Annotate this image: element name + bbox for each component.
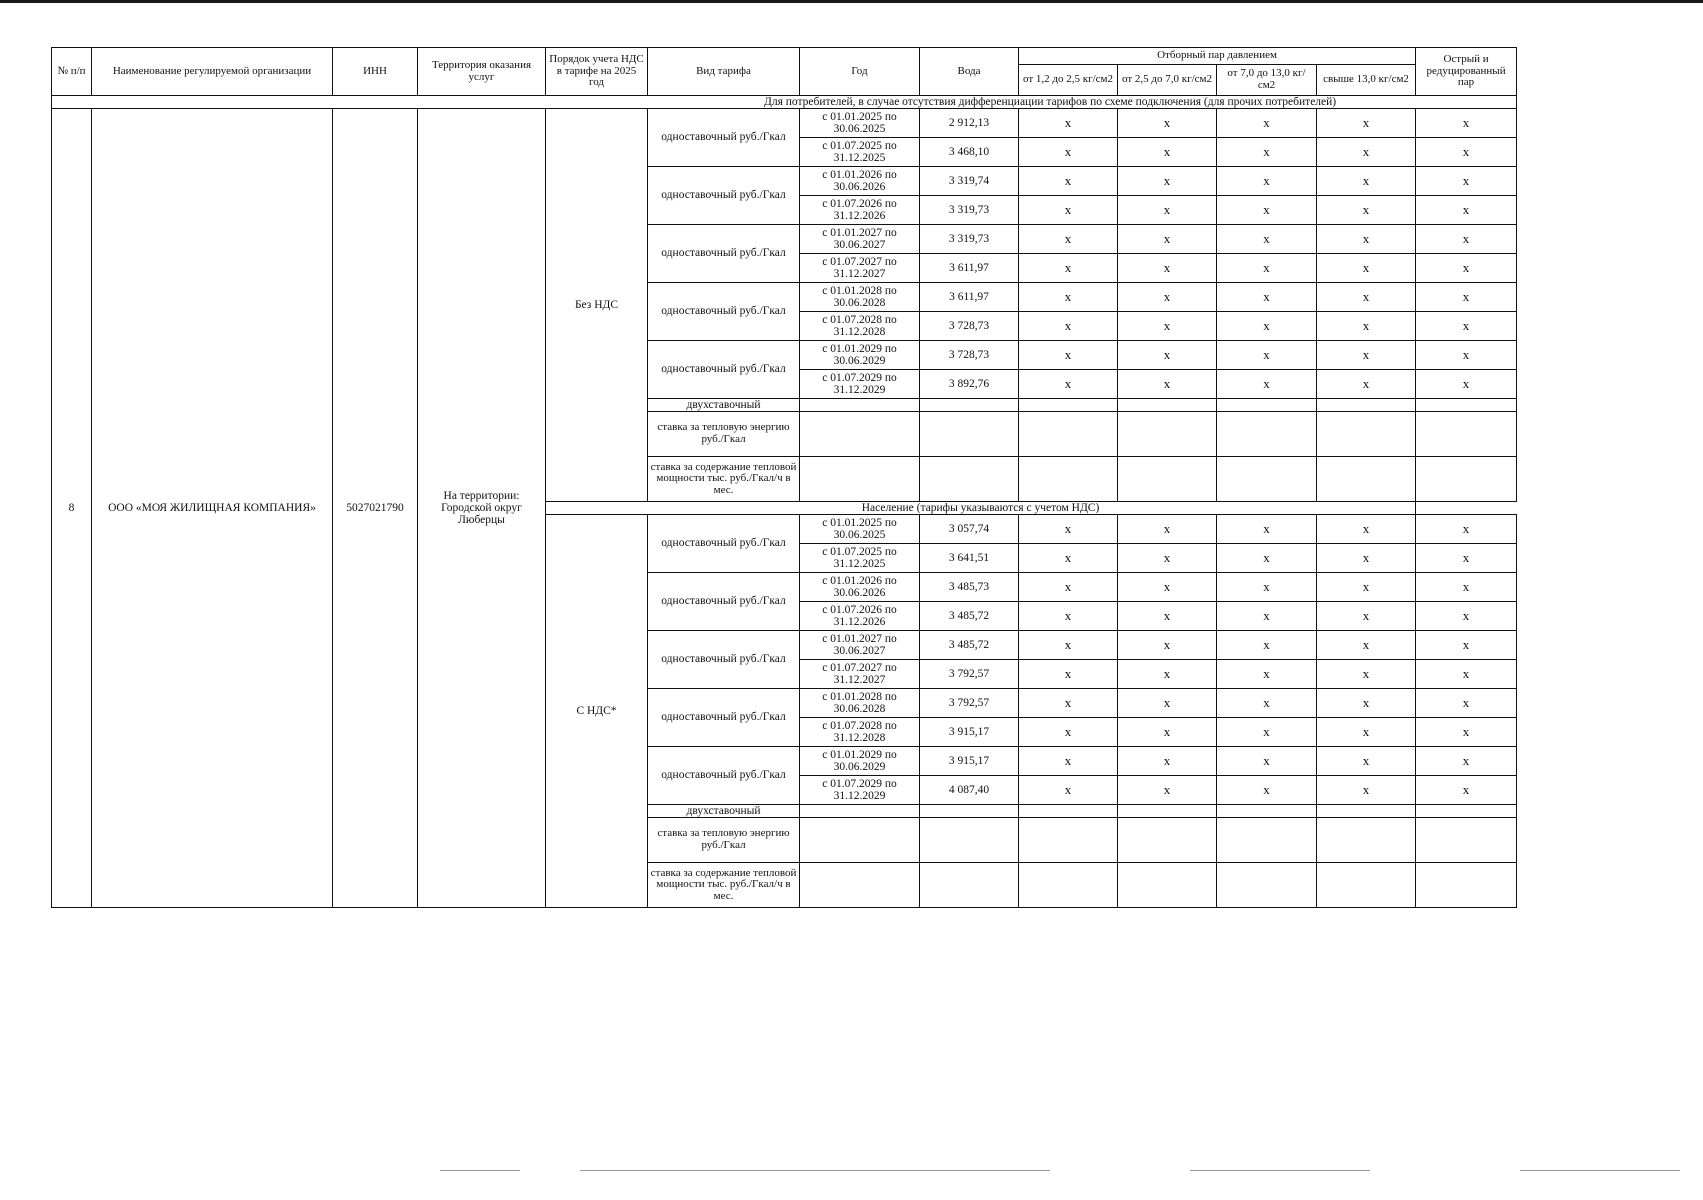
na-mark: x <box>1317 776 1416 805</box>
header-year: Год <box>800 48 920 96</box>
scan-artifact <box>580 1170 1050 1171</box>
na-mark: x <box>1317 138 1416 167</box>
na-mark: x <box>1416 312 1517 341</box>
na-mark: x <box>1416 631 1517 660</box>
empty-cell <box>1416 457 1517 502</box>
na-mark: x <box>1217 225 1317 254</box>
period-cell: с 01.01.2026 по 30.06.2026 <box>800 573 920 602</box>
na-mark: x <box>1317 573 1416 602</box>
na-mark: x <box>1019 718 1118 747</box>
record-inn: 5027021790 <box>333 109 418 908</box>
header-steam-4: свыше 13,0 кг/см2 <box>1317 65 1416 96</box>
empty-cell <box>1217 805 1317 818</box>
na-mark: x <box>1317 747 1416 776</box>
na-mark: x <box>1118 370 1217 399</box>
header-steam-3: от 7,0 до 13,0 кг/см2 <box>1217 65 1317 96</box>
water-value: 3 611,97 <box>920 283 1019 312</box>
empty-cell <box>1019 457 1118 502</box>
water-value: 3 485,73 <box>920 573 1019 602</box>
na-mark: x <box>1317 631 1416 660</box>
water-value: 3 892,76 <box>920 370 1019 399</box>
na-mark: x <box>1416 660 1517 689</box>
water-value: 3 792,57 <box>920 689 1019 718</box>
record-org-name: ООО «МОЯ ЖИЛИЩНАЯ КОМПАНИЯ» <box>92 109 333 908</box>
empty-cell <box>1217 412 1317 457</box>
na-mark: x <box>1317 167 1416 196</box>
na-mark: x <box>1317 544 1416 573</box>
empty-cell <box>800 399 920 412</box>
na-mark: x <box>1019 573 1118 602</box>
empty-cell <box>800 805 920 818</box>
na-mark: x <box>1416 776 1517 805</box>
header-tariff-type: Вид тарифа <box>648 48 800 96</box>
na-mark: x <box>1019 196 1118 225</box>
water-value: 3 728,73 <box>920 312 1019 341</box>
na-mark: x <box>1118 283 1217 312</box>
tariff-type-cell: одноставочный руб./Гкал <box>648 573 800 631</box>
period-cell: с 01.01.2027 по 30.06.2027 <box>800 225 920 254</box>
empty-cell <box>800 412 920 457</box>
na-mark: x <box>1217 776 1317 805</box>
empty-cell <box>920 818 1019 863</box>
empty-cell <box>1118 399 1217 412</box>
empty-cell <box>1416 805 1517 818</box>
empty-cell <box>1019 399 1118 412</box>
na-mark: x <box>1019 747 1118 776</box>
period-cell: с 01.07.2027 по 31.12.2027 <box>800 254 920 283</box>
tariff-type-cell: одноставочный руб./Гкал <box>648 341 800 399</box>
na-mark: x <box>1416 747 1517 776</box>
tariff-type-cell: одноставочный руб./Гкал <box>648 225 800 283</box>
two-part-label: двухставочный <box>648 805 800 818</box>
section-title-row <box>52 96 1517 109</box>
na-mark: x <box>1019 167 1118 196</box>
na-mark: x <box>1019 312 1118 341</box>
empty-cell <box>1118 818 1217 863</box>
na-mark: x <box>1019 631 1118 660</box>
empty-cell <box>1317 818 1416 863</box>
period-cell: с 01.07.2028 по 31.12.2028 <box>800 718 920 747</box>
empty-cell <box>1317 412 1416 457</box>
na-mark: x <box>1217 631 1317 660</box>
na-mark: x <box>1217 341 1317 370</box>
na-mark: x <box>1416 109 1517 138</box>
empty-cell <box>1317 399 1416 412</box>
na-mark: x <box>1118 631 1217 660</box>
header-steam-2: от 2,5 до 7,0 кг/см2 <box>1118 65 1217 96</box>
na-mark: x <box>1317 689 1416 718</box>
scan-artifact <box>1190 1170 1370 1171</box>
na-mark: x <box>1416 225 1517 254</box>
tariff-type-cell: одноставочный руб./Гкал <box>648 631 800 689</box>
na-mark: x <box>1217 109 1317 138</box>
water-value: 2 912,13 <box>920 109 1019 138</box>
na-mark: x <box>1019 776 1118 805</box>
water-value: 3 319,73 <box>920 196 1019 225</box>
header-vat-order: Порядок учета НДС в тарифе на 2025 год <box>546 48 648 96</box>
period-cell: с 01.07.2027 по 31.12.2027 <box>800 660 920 689</box>
na-mark: x <box>1118 196 1217 225</box>
na-mark: x <box>1019 254 1118 283</box>
na-mark: x <box>1217 602 1317 631</box>
na-mark: x <box>1118 689 1217 718</box>
na-mark: x <box>1217 196 1317 225</box>
tariff-type-cell: одноставочный руб./Гкал <box>648 515 800 573</box>
na-mark: x <box>1416 573 1517 602</box>
header-inn: ИНН <box>333 48 418 96</box>
na-mark: x <box>1217 544 1317 573</box>
na-mark: x <box>1217 167 1317 196</box>
period-cell: с 01.01.2027 по 30.06.2027 <box>800 631 920 660</box>
rate-energy-label: ставка за тепловую энергию руб./Гкал <box>648 818 800 863</box>
water-value: 3 485,72 <box>920 602 1019 631</box>
na-mark: x <box>1019 109 1118 138</box>
na-mark: x <box>1317 660 1416 689</box>
na-mark: x <box>1019 225 1118 254</box>
na-mark: x <box>1416 341 1517 370</box>
empty-cell <box>1317 457 1416 502</box>
period-cell: с 01.07.2029 по 31.12.2029 <box>800 370 920 399</box>
header-sharp-steam: Острый и редуцированный пар <box>1416 48 1517 96</box>
tariff-table <box>51 47 1517 908</box>
period-cell: с 01.07.2026 по 31.12.2026 <box>800 196 920 225</box>
header-steam-group: Отборный пар давлением <box>1019 48 1416 65</box>
na-mark: x <box>1317 196 1416 225</box>
water-value: 3 641,51 <box>920 544 1019 573</box>
na-mark: x <box>1118 776 1217 805</box>
tariff-type-cell: одноставочный руб./Гкал <box>648 109 800 167</box>
tariff-type-cell: одноставочный руб./Гкал <box>648 167 800 225</box>
period-cell: с 01.07.2026 по 31.12.2026 <box>800 602 920 631</box>
na-mark: x <box>1416 602 1517 631</box>
na-mark: x <box>1217 138 1317 167</box>
na-mark: x <box>1118 602 1217 631</box>
table-body <box>52 96 1517 908</box>
water-value: 3 468,10 <box>920 138 1019 167</box>
period-cell: с 01.01.2029 по 30.06.2029 <box>800 747 920 776</box>
vat-order-cell: Без НДС <box>546 109 648 502</box>
header-steam-1: от 1,2 до 2,5 кг/см2 <box>1019 65 1118 96</box>
table-header <box>52 48 1517 96</box>
empty-cell <box>920 457 1019 502</box>
na-mark: x <box>1416 515 1517 544</box>
na-mark: x <box>1416 370 1517 399</box>
empty-cell <box>1019 412 1118 457</box>
section-title: Население (тарифы указываются с учетом НДС) <box>546 502 1416 515</box>
water-value: 3 319,73 <box>920 225 1019 254</box>
empty-cell <box>800 457 920 502</box>
empty-cell <box>1019 818 1118 863</box>
na-mark: x <box>1019 370 1118 399</box>
empty-cell <box>1118 805 1217 818</box>
na-mark: x <box>1217 515 1317 544</box>
water-value: 4 087,40 <box>920 776 1019 805</box>
scan-artifact <box>1520 1170 1680 1171</box>
water-value: 3 728,73 <box>920 341 1019 370</box>
na-mark: x <box>1019 138 1118 167</box>
empty-cell <box>920 399 1019 412</box>
na-mark: x <box>1217 573 1317 602</box>
empty-cell <box>1118 457 1217 502</box>
section-title: Для потребителей, в случае отсутствия дифференциации тарифов по схеме подключения (для прочих потребителей) <box>52 96 1517 109</box>
na-mark: x <box>1118 341 1217 370</box>
empty-cell <box>1217 457 1317 502</box>
period-cell: с 01.07.2025 по 31.12.2025 <box>800 138 920 167</box>
na-mark: x <box>1317 341 1416 370</box>
empty-cell <box>1416 863 1517 908</box>
na-mark: x <box>1118 138 1217 167</box>
na-mark: x <box>1217 283 1317 312</box>
empty-cell <box>1118 863 1217 908</box>
empty-cell <box>1217 818 1317 863</box>
header-org-name: Наименование регулируемой организации <box>92 48 333 96</box>
na-mark: x <box>1217 660 1317 689</box>
na-mark: x <box>1217 370 1317 399</box>
water-value: 3 319,74 <box>920 167 1019 196</box>
empty-cell <box>1317 863 1416 908</box>
na-mark: x <box>1019 283 1118 312</box>
na-mark: x <box>1317 283 1416 312</box>
na-mark: x <box>1019 515 1118 544</box>
na-mark: x <box>1118 254 1217 283</box>
na-mark: x <box>1118 109 1217 138</box>
na-mark: x <box>1317 225 1416 254</box>
empty-cell <box>920 805 1019 818</box>
na-mark: x <box>1416 718 1517 747</box>
period-cell: с 01.07.2029 по 31.12.2029 <box>800 776 920 805</box>
empty-cell <box>1217 863 1317 908</box>
period-cell: с 01.07.2025 по 31.12.2025 <box>800 544 920 573</box>
empty-cell <box>1416 399 1517 412</box>
two-part-label: двухставочный <box>648 399 800 412</box>
empty-cell <box>1217 399 1317 412</box>
na-mark: x <box>1416 254 1517 283</box>
na-mark: x <box>1217 747 1317 776</box>
period-cell: с 01.01.2025 по 30.06.2025 <box>800 109 920 138</box>
na-mark: x <box>1118 312 1217 341</box>
na-mark: x <box>1118 747 1217 776</box>
na-mark: x <box>1118 544 1217 573</box>
na-mark: x <box>1416 196 1517 225</box>
period-cell: с 01.07.2028 по 31.12.2028 <box>800 312 920 341</box>
period-cell: с 01.01.2025 по 30.06.2025 <box>800 515 920 544</box>
na-mark: x <box>1019 660 1118 689</box>
na-mark: x <box>1416 544 1517 573</box>
na-mark: x <box>1317 718 1416 747</box>
na-mark: x <box>1019 689 1118 718</box>
na-mark: x <box>1118 660 1217 689</box>
water-value: 3 485,72 <box>920 631 1019 660</box>
rate-capacity-label: ставка за содержание тепловой мощности тыс. руб./Гкал/ч в мес. <box>648 863 800 908</box>
empty-cell <box>1118 412 1217 457</box>
na-mark: x <box>1317 254 1416 283</box>
water-value: 3 915,17 <box>920 718 1019 747</box>
na-mark: x <box>1118 718 1217 747</box>
na-mark: x <box>1019 544 1118 573</box>
water-value: 3 915,17 <box>920 747 1019 776</box>
empty-cell <box>1019 863 1118 908</box>
na-mark: x <box>1317 602 1416 631</box>
empty-cell <box>1416 818 1517 863</box>
na-mark: x <box>1317 370 1416 399</box>
empty-cell <box>800 818 920 863</box>
na-mark: x <box>1317 515 1416 544</box>
record-num: 8 <box>52 109 92 908</box>
period-cell: с 01.01.2028 по 30.06.2028 <box>800 689 920 718</box>
water-value: 3 792,57 <box>920 660 1019 689</box>
empty-cell <box>920 863 1019 908</box>
na-mark: x <box>1416 138 1517 167</box>
na-mark: x <box>1217 718 1317 747</box>
period-cell: с 01.01.2026 по 30.06.2026 <box>800 167 920 196</box>
record-territory: На территории: Городской округ Люберцы <box>418 109 546 908</box>
na-mark: x <box>1217 689 1317 718</box>
water-value: 3 611,97 <box>920 254 1019 283</box>
na-mark: x <box>1118 573 1217 602</box>
na-mark: x <box>1416 689 1517 718</box>
table-row <box>52 109 1517 138</box>
period-cell: с 01.01.2028 по 30.06.2028 <box>800 283 920 312</box>
na-mark: x <box>1019 602 1118 631</box>
vat-order-cell: С НДС* <box>546 515 648 908</box>
rate-energy-label: ставка за тепловую энергию руб./Гкал <box>648 412 800 457</box>
empty-cell <box>1416 412 1517 457</box>
tariff-type-cell: одноставочный руб./Гкал <box>648 283 800 341</box>
empty-cell <box>1019 805 1118 818</box>
tariff-type-cell: одноставочный руб./Гкал <box>648 747 800 805</box>
na-mark: x <box>1416 167 1517 196</box>
na-mark: x <box>1317 109 1416 138</box>
water-value: 3 057,74 <box>920 515 1019 544</box>
na-mark: x <box>1118 515 1217 544</box>
rate-capacity-label: ставка за содержание тепловой мощности тыс. руб./Гкал/ч в мес. <box>648 457 800 502</box>
period-cell: с 01.01.2029 по 30.06.2029 <box>800 341 920 370</box>
tariff-type-cell: одноставочный руб./Гкал <box>648 689 800 747</box>
na-mark: x <box>1019 341 1118 370</box>
header-water: Вода <box>920 48 1019 96</box>
empty-cell <box>1317 805 1416 818</box>
header-num: № п/п <box>52 48 92 96</box>
na-mark: x <box>1118 167 1217 196</box>
na-mark: x <box>1118 225 1217 254</box>
empty-cell <box>800 863 920 908</box>
empty-cell <box>920 412 1019 457</box>
na-mark: x <box>1217 312 1317 341</box>
na-mark: x <box>1317 312 1416 341</box>
scan-top-border <box>0 0 1703 3</box>
header-territory: Территория оказания услуг <box>418 48 546 96</box>
na-mark: x <box>1217 254 1317 283</box>
na-mark: x <box>1416 283 1517 312</box>
scan-artifact <box>440 1170 520 1171</box>
